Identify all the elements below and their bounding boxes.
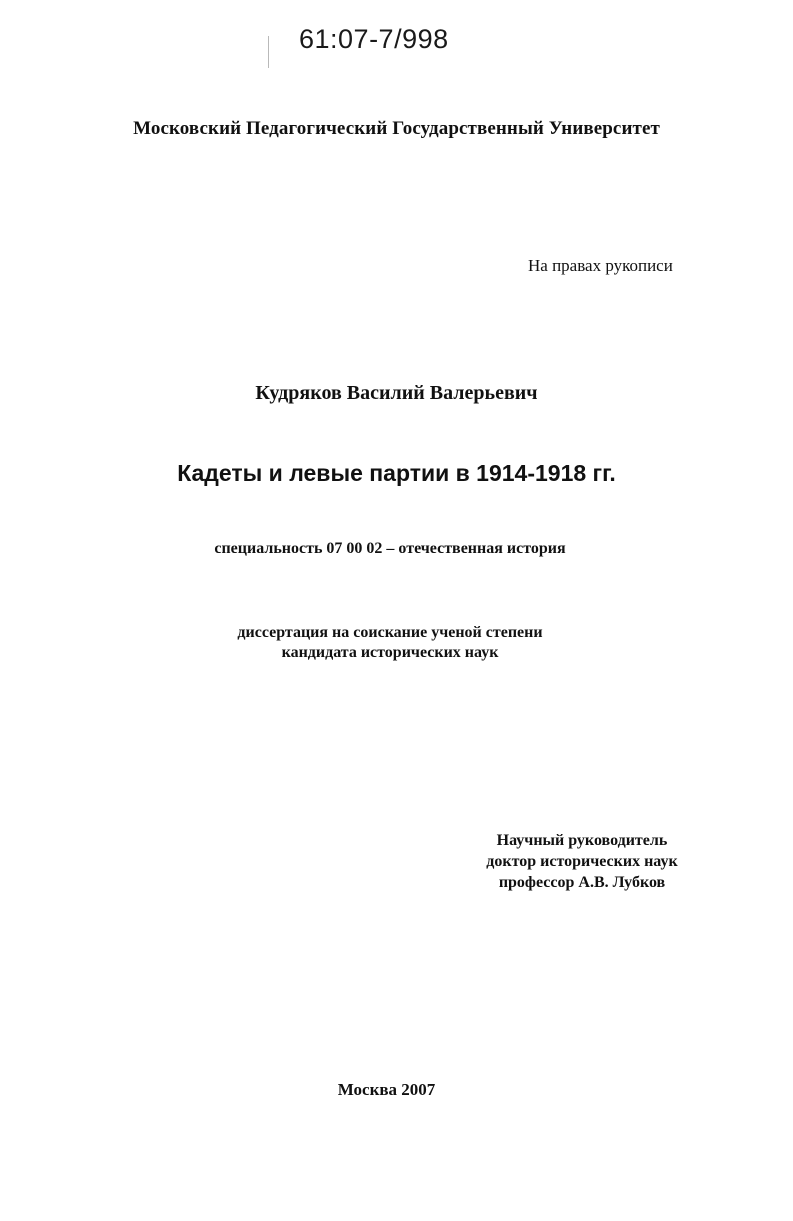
library-stamp-number: 61:07-7/998: [299, 24, 449, 54]
university-name: Московский Педагогический Государственный Университет: [133, 118, 660, 139]
dissertation-title: Кадеты и левые партии в 1914-1918 гг.: [177, 460, 616, 486]
manuscript-note: На правах рукописи: [528, 256, 673, 275]
scan-mark: [268, 36, 269, 68]
supervisor-line: доктор исторических наук: [486, 853, 678, 870]
degree-line: диссертация на соискание ученой степени: [237, 624, 543, 641]
city-year: Москва 2007: [337, 1080, 436, 1099]
author-name: Кудряков Василий Валерьевич: [255, 382, 538, 404]
degree-statement: [0, 623, 780, 663]
supervisor-block: [472, 830, 692, 893]
supervisor-line: профессор А.В. Лубков: [498, 874, 666, 891]
supervisor-line: Научный руководитель: [496, 832, 668, 849]
specialty-line: специальность 07 00 02 – отечественная история: [214, 540, 566, 557]
degree-line: кандидата исторических наук: [281, 644, 499, 661]
